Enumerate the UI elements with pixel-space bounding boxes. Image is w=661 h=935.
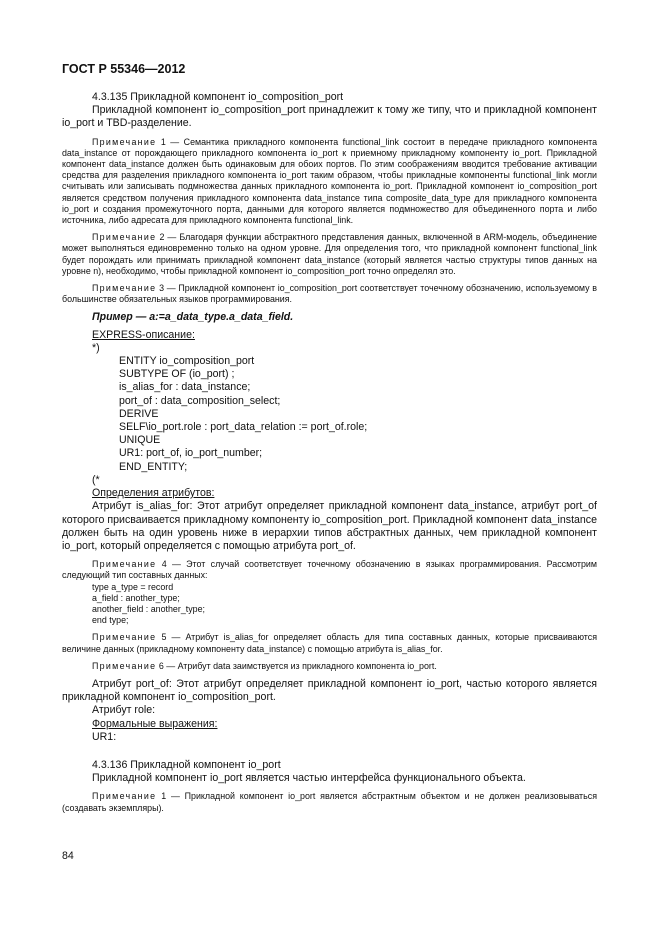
note-code-line: a_field : another_type; [92, 592, 180, 603]
note-text: 2 — Благодаря функции абстрактного представления данных, включенной в ARM-модель, объединение может выполняться единовременно только на одном уровне. Для определения того, что прикладной компонент functional_link будет порождать или принимать прикладной компонент data_instance (который является частью структуры типов данных на уровне n), необходимо, чтобы прикладной компонент io_composition_port точно определял это. [62, 232, 597, 276]
note-label: Примечание [92, 660, 157, 671]
note-6 [62, 661, 597, 672]
attribute-definition-role: Атрибут role: [92, 704, 156, 717]
code-line: END_ENTITY; [119, 460, 188, 473]
note-text: 6 — Атрибут data заимствуется из прикладного компонента io_port. [158, 660, 437, 671]
note-text: 5 — Атрибут is_alias_for определяет область для типа составных данных, которые присваиваются величине данных (прикладному компоненту data_instance) с помощью атрибута is_alias_for. [62, 632, 598, 654]
note-label: Примечание [92, 559, 157, 570]
note-label: Примечание [92, 791, 157, 802]
document-header: ГОСТ Р 55346—2012 [62, 62, 186, 76]
note-code-line: type a_type = record [92, 581, 174, 592]
section-paragraph: Прикладной компонент io_port является частью интерфейса функционального объекта. [92, 772, 526, 785]
page-body [62, 91, 597, 814]
formal-expression-ur1: UR1: [92, 730, 117, 743]
code-line: SELF\io_port.role : port_data_relation := port_of.role; [119, 421, 368, 434]
section-title-4-3-135: 4.3.135 Прикладной компонент io_composition_port [92, 91, 344, 103]
note-5 [62, 632, 597, 654]
note-label: Примечание [92, 136, 157, 147]
code-line: SUBTYPE OF (io_port) ; [119, 368, 235, 381]
note-code-line: end type; [92, 615, 129, 626]
note-4 [62, 559, 597, 581]
attribute-definitions-heading: Определения атрибутов: [92, 487, 215, 500]
attribute-definition-is-alias-for: Атрибут is_alias_for: Этот атрибут определяет прикладной компонент data_instance, атрибут port_of которого присваивается прикладному компоненту io_composition_port. Прикладной компонент data_instance должен быть на один уровень ниже в иерархии типов абстрактных данных, чем прикладной компонент io_port, который определяется с помощью атрибута port_of. [62, 500, 597, 552]
section-paragraph: Прикладной компонент io_composition_port принадлежит к тому же типу, что и прикладной компонент io_port и TBD-разделение. [62, 104, 597, 130]
example-line: Пример — a:=a_data_type.a_data_field. [92, 311, 294, 324]
code-line: port_of : data_composition_select; [119, 394, 281, 407]
note-label: Примечание [92, 232, 157, 243]
page-number: 84 [62, 850, 74, 862]
note-3 [62, 283, 597, 305]
code-line: UNIQUE [119, 434, 161, 447]
note-text: 1 — Семантика прикладного компонента functional_link состоит в передаче прикладного компонента data_instance от порождающего прикладного компонента io_port к приемному прикладному компоненту io_port. Прикладной компонент data_instance должен быть одинаковым для обоих портов. По этим соображениям вводится требование активации средства для разделения прикладного компонента io_port таким образом, чтобы прикладные компоненты functional_link могли считывать или записывать подмножества данных прикладного компонента io_port. Прикладной компонент io_composition_port является средством получения прикладного компонента data_instance типа composite_data_type для прикладного компонента io_port и создания промежуточного порта, данными для которого является подмножество для объединенного порта и либо источника, либо адресата для прикладного компонента functional_link. [62, 136, 598, 226]
note-label: Примечание [92, 632, 157, 643]
note-1 [62, 137, 597, 227]
note-1-sec136 [62, 791, 597, 813]
code-line: ENTITY io_composition_port [119, 355, 255, 368]
formal-expressions-heading: Формальные выражения: [92, 717, 218, 730]
note-code-line: another_field : another_type; [92, 603, 205, 614]
section-title-4-3-136: 4.3.136 Прикладной компонент io_port [92, 758, 281, 771]
code-line: UR1: port_of, io_port_number; [119, 447, 263, 460]
code-line: DERIVE [119, 407, 159, 420]
code-close: (* [92, 473, 100, 486]
attribute-definition-port-of: Атрибут port_of: Этот атрибут определяет прикладной компонент io_port, частью которого является прикладной компонент io_composition_port. [62, 677, 597, 704]
note-text: 1 — Прикладной компонент io_port является абстрактным объектом и не должен реализовываться (создавать экземпляры). [62, 791, 597, 813]
code-line: is_alias_for : data_instance; [119, 381, 251, 394]
express-heading: EXPRESS-описание: [92, 328, 195, 341]
note-label: Примечание [92, 283, 157, 294]
code-open: *) [92, 341, 100, 354]
note-2 [62, 232, 597, 277]
note-text: 3 — Прикладной компонент io_composition_port соответствует точечному обозначению, используемому в большинстве обязательных языков программирования. [62, 283, 598, 305]
note-text: 4 — Этот случай соответствует точечному обозначению в языках программирования. Рассмотрим следующий тип составных данных: [62, 559, 597, 581]
